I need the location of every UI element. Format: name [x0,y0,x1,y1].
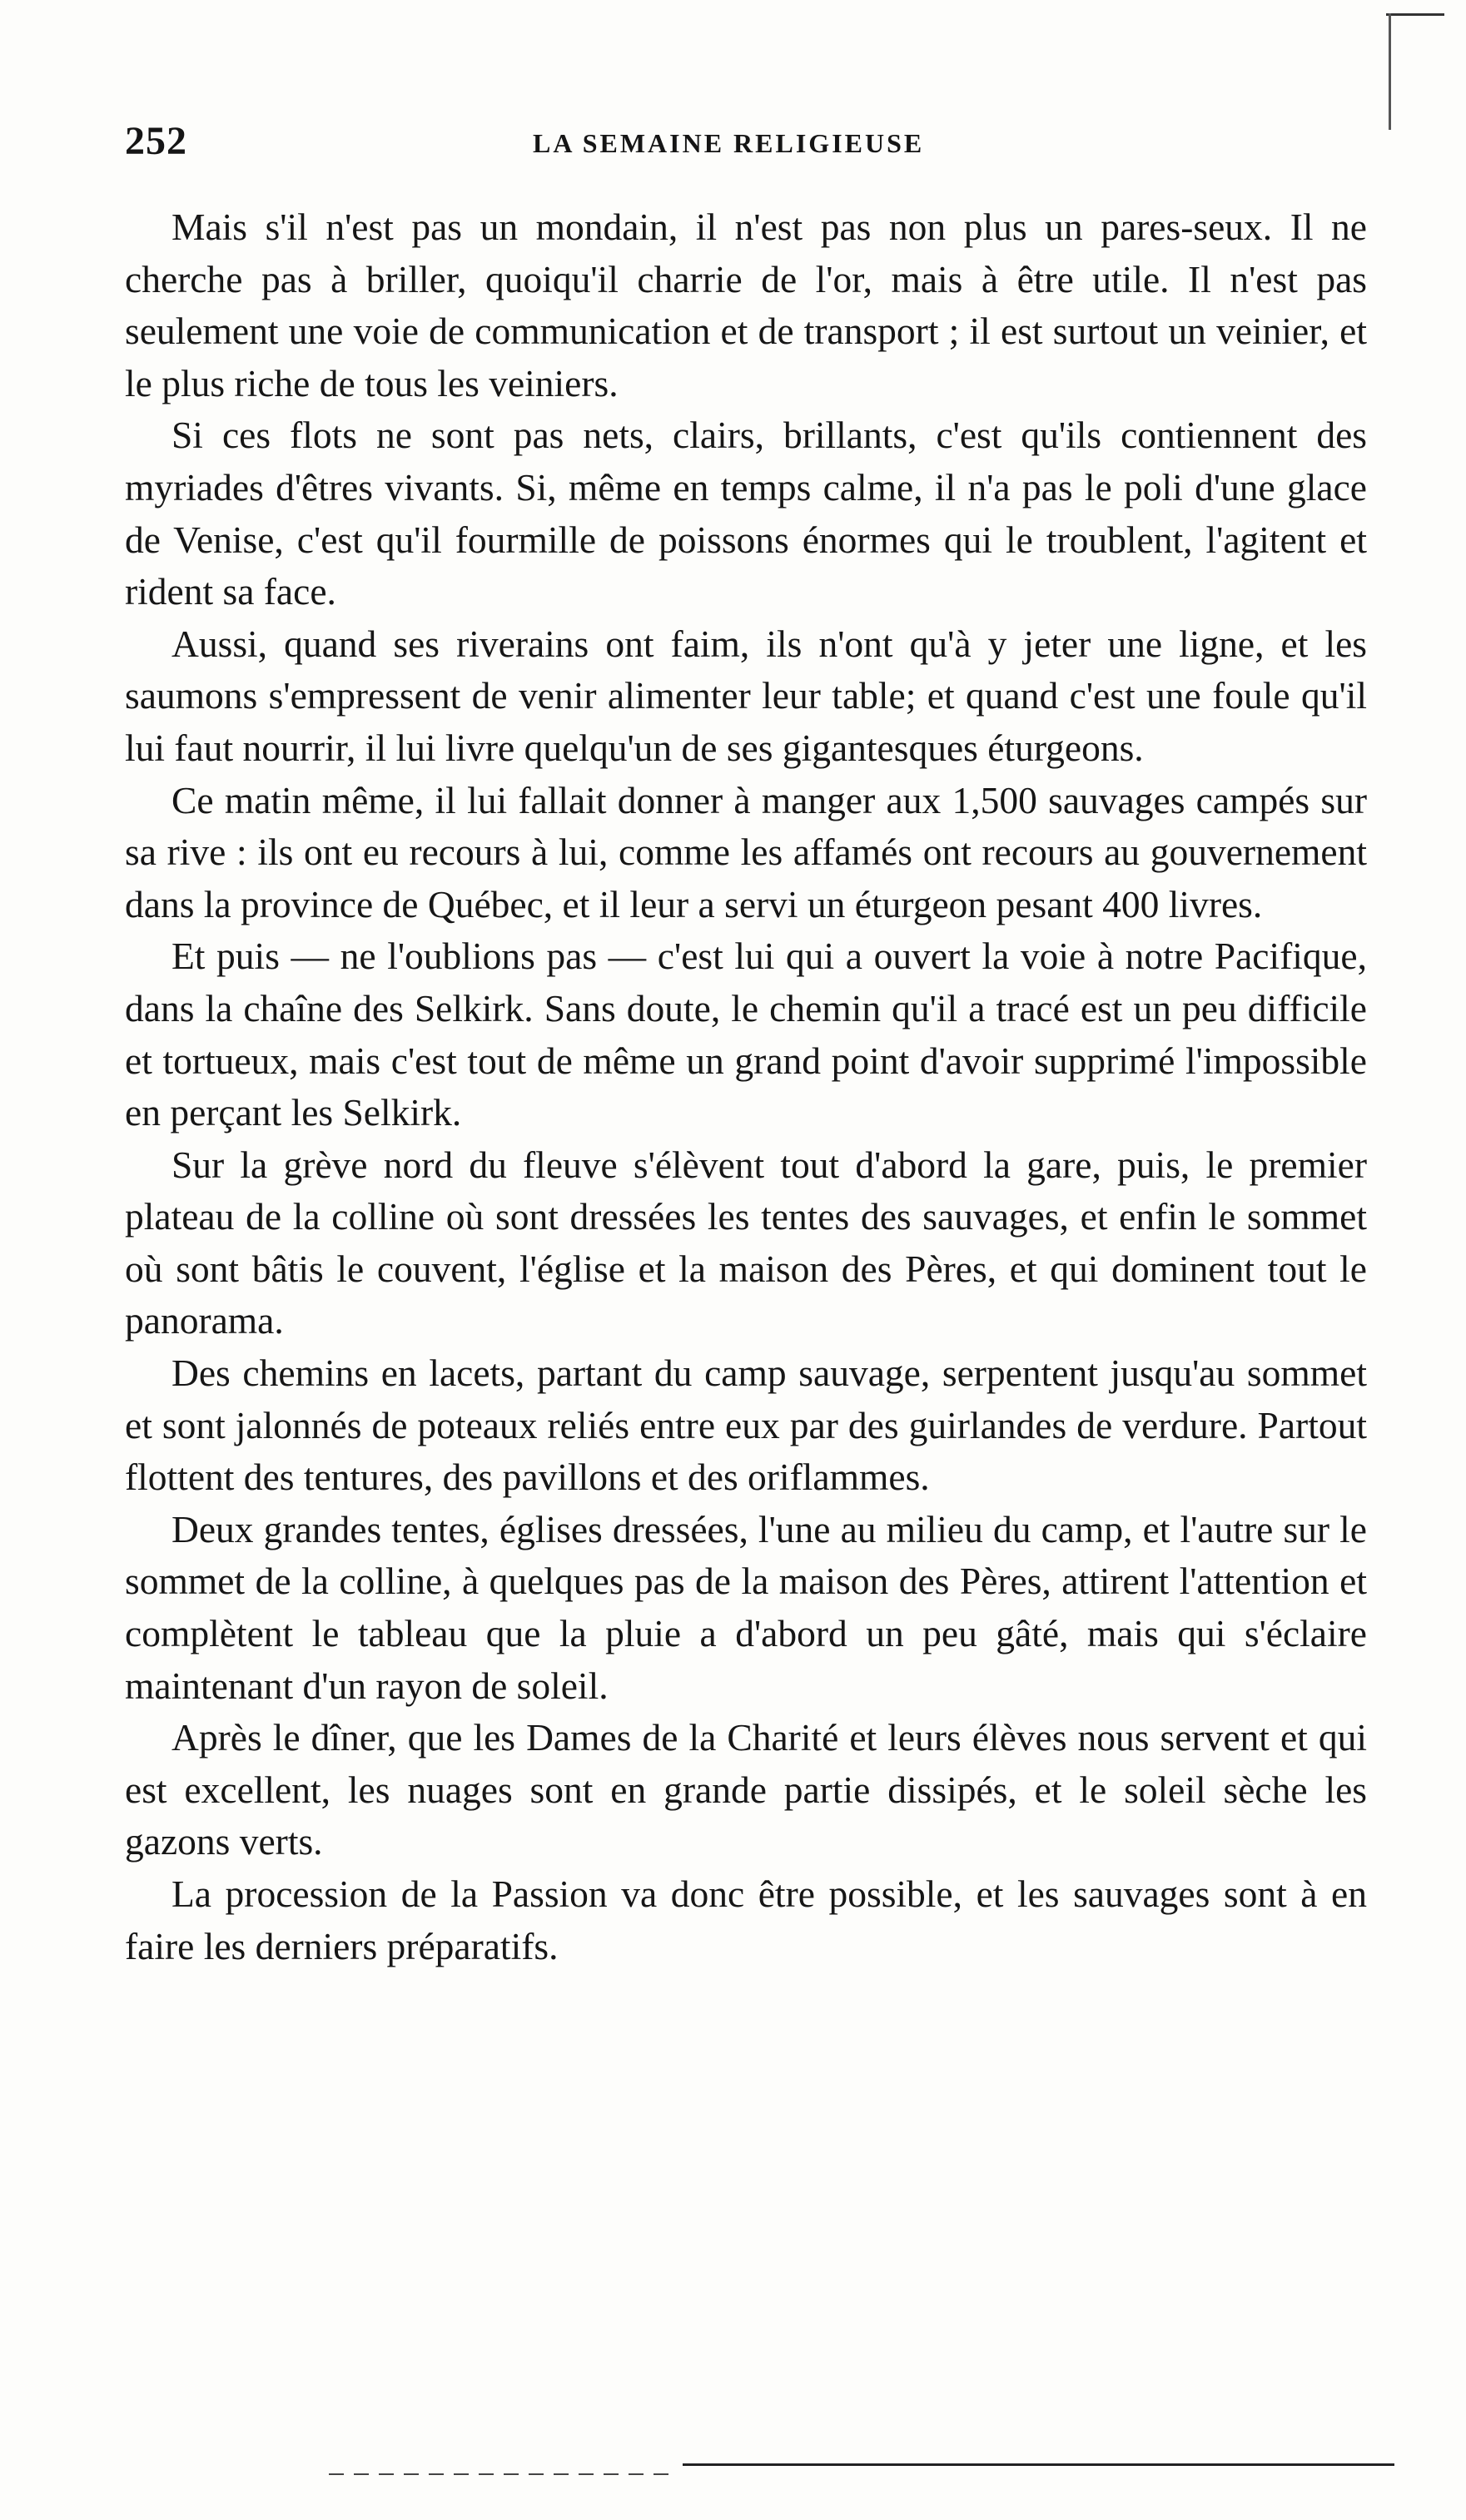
page-number: 252 [125,119,187,163]
paragraph: Après le dîner, que les Dames de la Charité et leurs élèves nous servent et qui est excellent, les nuages sont en grande partie dissipés, et le soleil sèche les gazons verts. [125,1716,1367,1863]
paragraph: Ce matin même, il lui fallait donner à manger aux 1,500 sauvages campés sur sa rive : ils ont eu recours à lui, comme les affamés ont recours au gouvernement dans la province de Québec, et il leur a servi un éturgeon pesant 400 livres. [125,778,1367,925]
paragraph: Si ces flots ne sont pas nets, clairs, brillants, c'est qu'ils contiennent des myriades d'êtres vivants. Si, même en temps calme, il n'a pas le poli d'une glace de Venise, c'est qu'il fourmille de poissons énormes qui le troublent, l'agitent et rident sa face. [125,414,1367,613]
body-text [125,201,1367,1972]
running-title: LA SEMAINE RELIGIEUSE [533,128,925,158]
page-header [125,118,1374,168]
paragraph: La procession de la Passion va donc être possible, et les sauvages sont à en faire les derniers préparatifs. [125,1873,1367,1967]
paragraph: Et puis — ne l'oublions pas — c'est lui qui a ouvert la voie à notre Pacifique, dans la chaîne des Selkirk. Sans doute, le chemin qu'il a tracé est un peu difficile et tortueux, mais c'est tout de même un grand point d'avoir supprimé l'impossible en perçant les Selkirk. [125,935,1367,1134]
paragraph: Deux grandes tentes, églises dressées, l'une au milieu du camp, et l'autre sur le sommet de la colline, à quelques pas de la maison des Pères, attirent l'attention et complètent le tableau que la pluie a d'abord un peu gâté, mais qui s'éclaire maintenant d'un rayon de soleil. [125,1507,1367,1707]
corner-vertical-rule [1389,13,1391,130]
corner-rule [1386,13,1444,16]
footer-rule [683,2463,1394,2466]
paragraph: Mais s'il n'est pas un mondain, il n'est pas non plus un pares-seux. Il ne cherche pas à briller, quoiqu'il charrie de l'or, mais à être utile. Il n'est pas seulement une voie de communication et de transport ; il est surtout un veinier, et le plus riche de tous les veiniers. [125,206,1367,404]
paragraph: Aussi, quand ses riverains ont faim, ils n'ont qu'à y jeter une ligne, et les saumons s'empressent de venir alimenter leur table; et quand c'est une foule qu'il lui faut nourrir, il lui livre quelqu'un de ses gigantesques éturgeons. [125,622,1367,769]
paragraph: Des chemins en lacets, partant du camp sauvage, serpentent jusqu'au sommet et sont jalonnés de poteaux reliés entre eux par des guirlandes de verdure. Partout flottent des tentures, des pavillons et des oriflammes. [125,1352,1367,1499]
footer-dashed-rule [329,2473,678,2475]
paragraph: Sur la grève nord du fleuve s'élèvent tout d'abord la gare, puis, le premier plateau de la colline où sont dressées les tentes des sauvages, et enfin le sommet où sont bâtis le couvent, l'église et la maison des Pères, et qui dominent tout le panorama. [125,1143,1367,1342]
